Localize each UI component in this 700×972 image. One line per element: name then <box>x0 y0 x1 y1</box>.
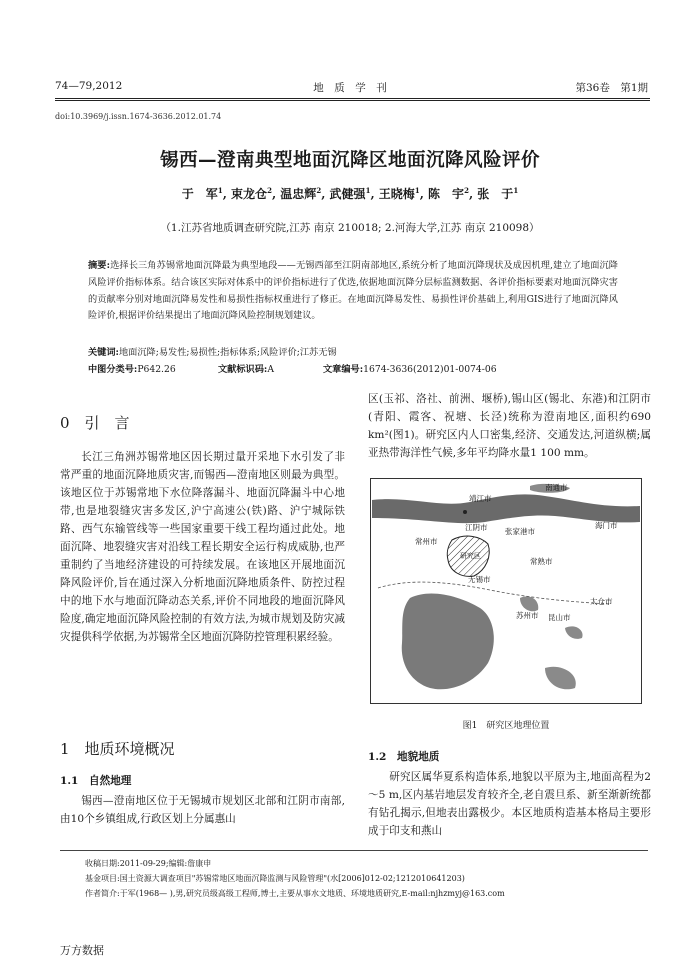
footnote-rule <box>60 850 648 851</box>
keywords-text: 地面沉降;易发性;易损性;指标体系;风险评价;江苏无锡 <box>118 347 337 358</box>
author: 王晓梅 <box>378 187 415 201</box>
city-point <box>463 510 467 514</box>
article-number-label: 文章编号: <box>323 364 364 375</box>
label-jiangyin: 江阴市 <box>465 523 488 532</box>
author: 张 于 <box>477 187 514 201</box>
author: 陈 宇 <box>428 187 465 201</box>
label-zhangjiagang: 张家港市 <box>505 527 535 536</box>
section-heading-geology: 1 地质环境概况 <box>60 740 175 758</box>
keywords-label: 关键词: <box>88 347 119 358</box>
author: 束龙仓 <box>231 187 268 201</box>
author-affil-mark: 1 <box>513 186 519 195</box>
introduction-paragraph: 长江三角洲苏锡常地区因长期过量开采地下水引发了非常严重的地面沉降地质灾害,而锡西—澄南地区则最为典型。该地区位于苏锡常地下水位降落漏斗、地面沉降漏斗中心地带,也是地裂缝灾害多发区,沪宁高速公(铁)路、沪宁城际铁路、西气东输管线等一些国家重要干线工程均通过此处。地面沉降、地裂缝灾害对沿线工程长期安全运行构成威胁,也严重制约了当地经济建设的可持续发展。在该地区开展地面沉降风险评价,旨在通过深入分析地面沉降地质条件、防控过程中的地下水与地面沉降动态关系,评价不同地段的地面沉降风险度,确定地面沉降风险控制的有效方法,为城市规划及防灾减灾提供科学依据,为苏锡常全区地面沉降防控管理积累经验。 <box>60 451 345 643</box>
header-rule <box>55 98 650 99</box>
author-affil-mark: 2 <box>316 186 322 195</box>
author: 于 军 <box>181 187 218 201</box>
label-jingjiang: 靖江市 <box>469 494 492 503</box>
keywords <box>88 344 618 358</box>
label-changshu: 常熟市 <box>530 557 553 566</box>
clc-label: 中图分类号: <box>88 364 138 375</box>
author-affil-mark: 2 <box>267 186 272 195</box>
header-page-range: 74—79,2012 <box>55 80 123 92</box>
header-volume-issue: 第36卷 第1期 <box>575 82 648 94</box>
footnote-author: 作者简介:于军(1968— ),男,研究员级高级工程师,博士,主要从事水文地质、环境地质研究,E-mail:njhzmyj@163.com <box>85 889 505 898</box>
label-study-area: 研究区 <box>460 552 481 560</box>
article-number-value: 1674-3636(2012)01-0074-06 <box>363 364 497 375</box>
author-affil-mark: 2 <box>464 186 469 195</box>
label-changzhou: 常州市 <box>415 537 438 546</box>
label-nantong: 南通市 <box>545 483 568 492</box>
header-journal-name: 地 质 学 刊 <box>313 82 387 94</box>
label-kunshan: 昆山市 <box>548 613 571 622</box>
geography-paragraph-continued: 区(玉祁、洛社、前洲、堰桥),锡山区(锡北、东港)和江阴市(青阳、霞客、祝塘、长泾)统称为澄南地区,面积约690 km²(图1)。研究区内人口密集,经济、交通发达,河道纵横;属亚热带海洋性气候,多年平均降水量1 100 mm。 <box>368 393 651 459</box>
abstract-label: 摘要: <box>88 260 110 271</box>
author: 武健强 <box>329 187 366 201</box>
label-wuxi: 无锡市 <box>468 575 491 584</box>
label-taicang: 太仓市 <box>590 597 613 606</box>
figure-caption: 图1 研究区地理位置 <box>462 721 550 731</box>
abstract-text: 选择长三角苏锡常地面沉降最为典型地段——无锡西部至江阴南部地区,系统分析了地面沉降现状及成因机理,建立了地面沉降风险评价指标体系。结合该区实际对体系中的评价指标进行了优选,依据地面沉降分层标监测数据、各评价指标要素对地面沉降灾害的贡献率分别对地面沉降易发性和易损性指标权重进行了修正。在地面沉降易发性、易损性评价基础上,利用GIS进行了地面沉降风险评价,根据评价结果提出了地面沉降风险控制规划建议。 <box>88 260 618 322</box>
section-heading-introduction: 0 引 言 <box>60 414 130 432</box>
study-area-map <box>370 478 642 704</box>
footnote-received: 收稿日期:2011-09-29;编辑:詹康申 <box>85 859 212 868</box>
author-affil-mark: 1 <box>217 186 223 195</box>
abstract <box>88 258 618 325</box>
clc-value: P642.26 <box>137 364 176 375</box>
footnote-fund: 基金项目:国土资源大调查项目"苏锡常地区地面沉降监测与风险管理"(水[2006]012-02;1212010641203) <box>85 874 465 883</box>
classification-line <box>88 361 618 375</box>
doc-code-value: A <box>267 364 274 375</box>
geography-paragraph: 锡西—澄南地区位于无锡城市规划区北部和江阴市南部,由10个乡镇组成,行政区划上分属惠山 <box>60 795 345 825</box>
doi: doi:10.3969/j.issn.1674-3636.2012.01.74 <box>55 112 222 121</box>
subsection-heading-geography: 1.1 自然地理 <box>60 775 132 787</box>
header-rule-secondary <box>55 100 650 101</box>
label-haimen: 海门市 <box>595 521 618 530</box>
geomorphology-paragraph: 研究区属华夏系构造体系,地貌以平原为主,地面高程为2～5 m,区内基岩地层发育较齐全,老自震旦系、新至渐新统都有钻孔揭示,但地表出露极少。本区地质构造基本格局主要形成于印支和燕山 <box>368 771 651 837</box>
author-affil-mark: 1 <box>365 186 371 195</box>
paper-title: 锡西—澄南典型地面沉降区地面沉降风险评价 <box>159 150 540 171</box>
affiliations: （1.江苏省地质调查研究院,江苏 南京 210018; 2.河海大学,江苏 南京 210098） <box>160 222 540 234</box>
doc-code-label: 文献标识码: <box>218 364 268 375</box>
subsection-heading-geomorphology: 1.2 地貌地质 <box>368 751 440 763</box>
author-list: 于 军$^1$, 束龙仓$^2$, 温忠辉$^2$, 武健强$^1$, 王晓梅$^1$, 陈 宇$^2$, 张 于$^1$ <box>181 186 519 201</box>
watermark-footer: 万方数据 <box>60 944 104 957</box>
author: 温忠辉 <box>280 187 317 201</box>
author-affil-mark: 1 <box>414 186 420 195</box>
label-suzhou: 苏州市 <box>516 611 539 620</box>
